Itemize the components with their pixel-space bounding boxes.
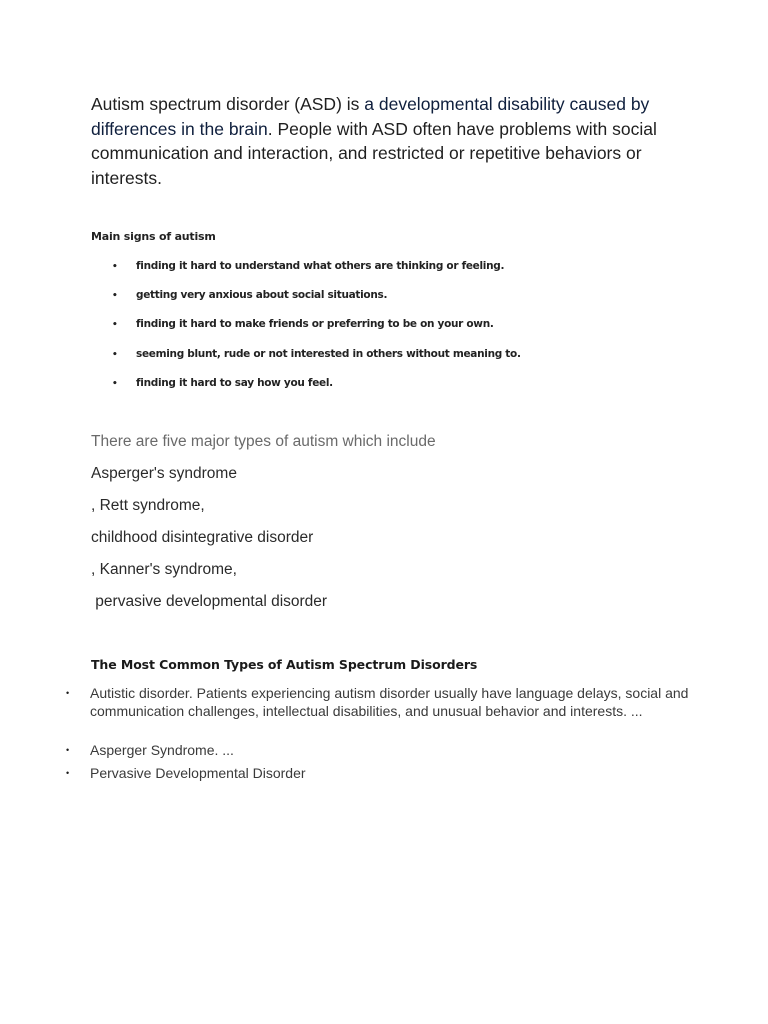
common-types-heading: The Most Common Types of Autism Spectrum Disorders	[91, 657, 478, 672]
type-line: pervasive developmental disorder	[91, 593, 328, 610]
bullet-icon: •	[66, 745, 70, 755]
types-intro: There are five major types of autism which include	[91, 433, 436, 450]
bullet-icon: •	[112, 262, 118, 272]
intro-highlight: a developmental disability caused by differences in the brain	[91, 94, 650, 139]
signs-list-item	[112, 287, 672, 304]
type-line: , Rett syndrome,	[91, 497, 205, 514]
signs-heading: Main signs of autism	[91, 230, 216, 243]
signs-list-item	[112, 316, 672, 333]
type-line: , Kanner's syndrome,	[91, 561, 237, 578]
common-item-text: Autistic disorder. Patients experiencing autism disorder usually have language delays, social and communication challenges, intellectual disabilities, and unusual behavior and interests. ...	[90, 685, 689, 719]
common-item-text: Pervasive Developmental Disorder	[90, 765, 306, 781]
bullet-icon: •	[112, 379, 118, 389]
type-line: childhood disintegrative disorder	[91, 529, 314, 546]
type-line: Asperger's syndrome	[91, 465, 237, 482]
intro-text-end: . People with ASD often have problems with social communication and interaction, and restricted or repetitive behaviors or interests.	[91, 118, 657, 188]
bullet-icon: •	[112, 320, 118, 330]
bullet-icon: •	[66, 768, 70, 778]
bullet-icon: •	[112, 291, 118, 301]
signs-list-item	[112, 346, 672, 363]
signs-item-text: finding it hard to understand what others are thinking or feeling.	[136, 260, 505, 272]
intro-paragraph	[91, 92, 691, 190]
common-item-text: Asperger Syndrome. ...	[90, 742, 234, 758]
bullet-icon: •	[112, 350, 118, 360]
signs-item-text: finding it hard to say how you feel.	[136, 377, 333, 389]
common-list-item	[66, 685, 696, 720]
signs-item-text: getting very anxious about social situations.	[136, 289, 388, 301]
signs-item-text: finding it hard to make friends or preferring to be on your own.	[136, 318, 494, 330]
bullet-icon: •	[66, 688, 70, 698]
intro-text-start: Autism spectrum disorder (ASD) is	[91, 94, 365, 114]
signs-item-text: seeming blunt, rude or not interested in others without meaning to.	[136, 348, 521, 360]
signs-list-item	[112, 258, 672, 275]
signs-list-item	[112, 375, 672, 392]
common-list-item	[66, 765, 696, 783]
common-list-item	[66, 742, 696, 760]
